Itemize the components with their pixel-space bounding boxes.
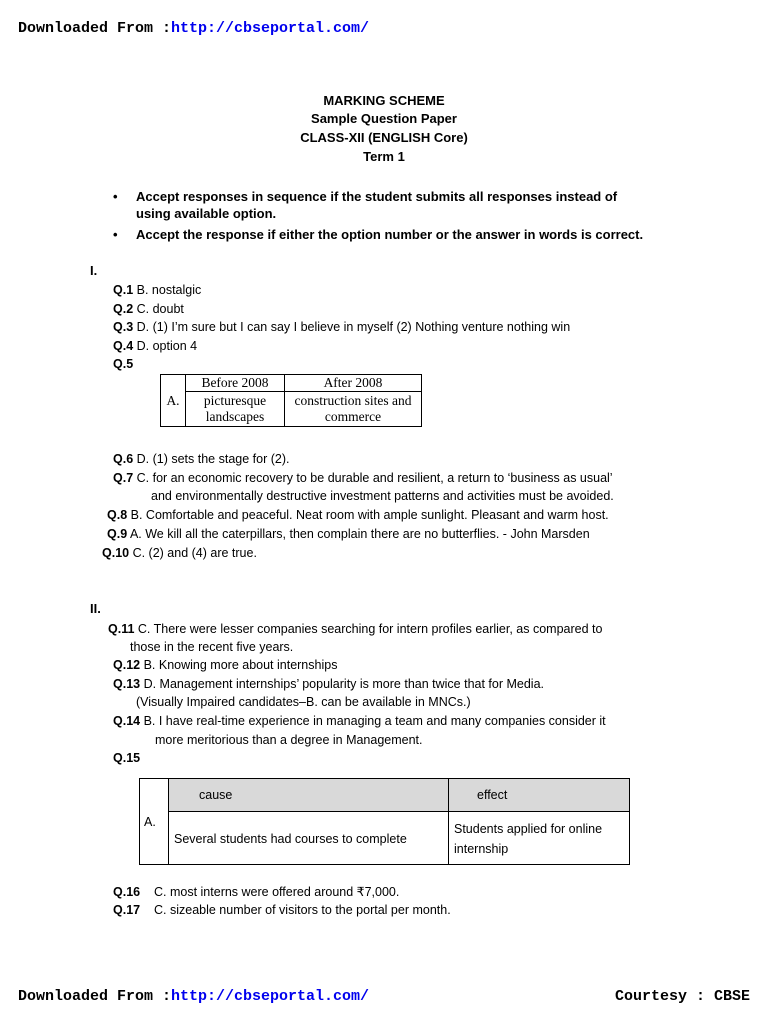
answer-q7-continued: and environmentally destructive investment patterns and activities must be avoided.: [151, 489, 614, 503]
header-download-line: [18, 20, 369, 37]
answer-q6: Q.6 D. (1) sets the stage for (2).: [113, 452, 290, 466]
q5-cell-after: construction sites and commerce: [285, 392, 422, 427]
footer-download-line: [18, 988, 369, 1005]
bullet-dot: •: [113, 227, 118, 242]
q5-header-before: Before 2008: [186, 375, 285, 392]
answer-q14: Q.14 B. I have real-time experience in managing a team and many companies consider it: [113, 714, 606, 728]
bullet-1-line-2: using available option.: [136, 206, 277, 221]
q15-header-cause: cause: [169, 779, 449, 812]
answer-q1: Q.1 B. nostalgic: [113, 283, 202, 297]
title-marking-scheme: MARKING SCHEME: [323, 93, 445, 108]
title-class: CLASS-XII (ENGLISH Core): [300, 130, 468, 145]
answer-q4: Q.4 D. option 4: [113, 339, 198, 353]
bullet-instruction-2: [113, 226, 736, 243]
bullet-1-line-1: Accept responses in sequence if the student submits all responses instead of: [136, 189, 618, 204]
answer-q15: Q.15: [113, 751, 141, 765]
q5-answer-table: [160, 374, 422, 427]
section-2-label: II.: [90, 601, 101, 616]
answer-q5: Q.5: [113, 357, 134, 371]
answer-q2: Q.2 C. doubt: [113, 302, 184, 316]
title-sample-paper: Sample Question Paper: [311, 111, 457, 126]
bullet-2-text: Accept the response if either the option number or the answer in words is correct.: [136, 227, 644, 242]
q15-cell-effect: Students applied for online internship: [449, 812, 630, 865]
answer-q7: Q.7 C. for an economic recovery to be durable and resilient, a return to ‘business as usual’: [113, 471, 613, 485]
footer-prefix: Downloaded From :: [18, 988, 172, 1005]
answer-q3: Q.3 D. (1) I’m sure but I can say I believe in myself (2) Nothing venture nothing win: [113, 320, 571, 334]
header-prefix: Downloaded From :: [18, 20, 172, 37]
q5-cell-before: picturesque landscapes: [186, 392, 285, 427]
answer-q10: Q.10 C. (2) and (4) are true.: [102, 546, 257, 560]
answer-q8: Q.8 B. Comfortable and peaceful. Neat room with ample sunlight. Pleasant and warm host.: [107, 508, 609, 522]
bullet-dot: •: [113, 189, 118, 204]
answer-q17: Q.17 C. sizeable number of visitors to the portal per month.: [113, 903, 451, 917]
answer-q13-continued: (Visually Impaired candidates–B. can be available in MNCs.): [136, 695, 471, 709]
footer-link[interactable]: http://cbseportal.com/: [171, 988, 370, 1005]
bullet-instruction-1: [113, 188, 696, 222]
q15-answer-table: [139, 778, 630, 865]
q5-option-cell: A.: [161, 375, 186, 427]
q15-option-cell: A.: [140, 779, 169, 865]
answer-q11-continued: those in the recent five years.: [130, 640, 294, 654]
answer-q12: Q.12 B. Knowing more about internships: [113, 658, 338, 672]
answer-q13: Q.13 D. Management internships’ popularity is more than twice that for Media.: [113, 677, 545, 691]
answer-q14-continued: more meritorious than a degree in Management.: [155, 733, 423, 747]
footer-courtesy: Courtesy : CBSE: [614, 988, 750, 1005]
q5-header-after: After 2008: [285, 375, 422, 392]
answer-q9: Q.9 A. We kill all the caterpillars, then complain there are no butterflies. - John Marsden: [107, 527, 590, 541]
title-term: Term 1: [363, 149, 405, 164]
answer-q16: Q.16 C. most interns were offered around ₹7,000.: [113, 885, 400, 899]
q15-cell-cause: Several students had courses to complete: [169, 812, 449, 865]
header-link[interactable]: http://cbseportal.com/: [171, 20, 370, 37]
answer-q11: Q.11 C. There were lesser companies searching for intern profiles earlier, as compared to: [108, 622, 603, 636]
q15-header-effect: effect: [449, 779, 630, 812]
section-1-label: I.: [90, 263, 98, 278]
